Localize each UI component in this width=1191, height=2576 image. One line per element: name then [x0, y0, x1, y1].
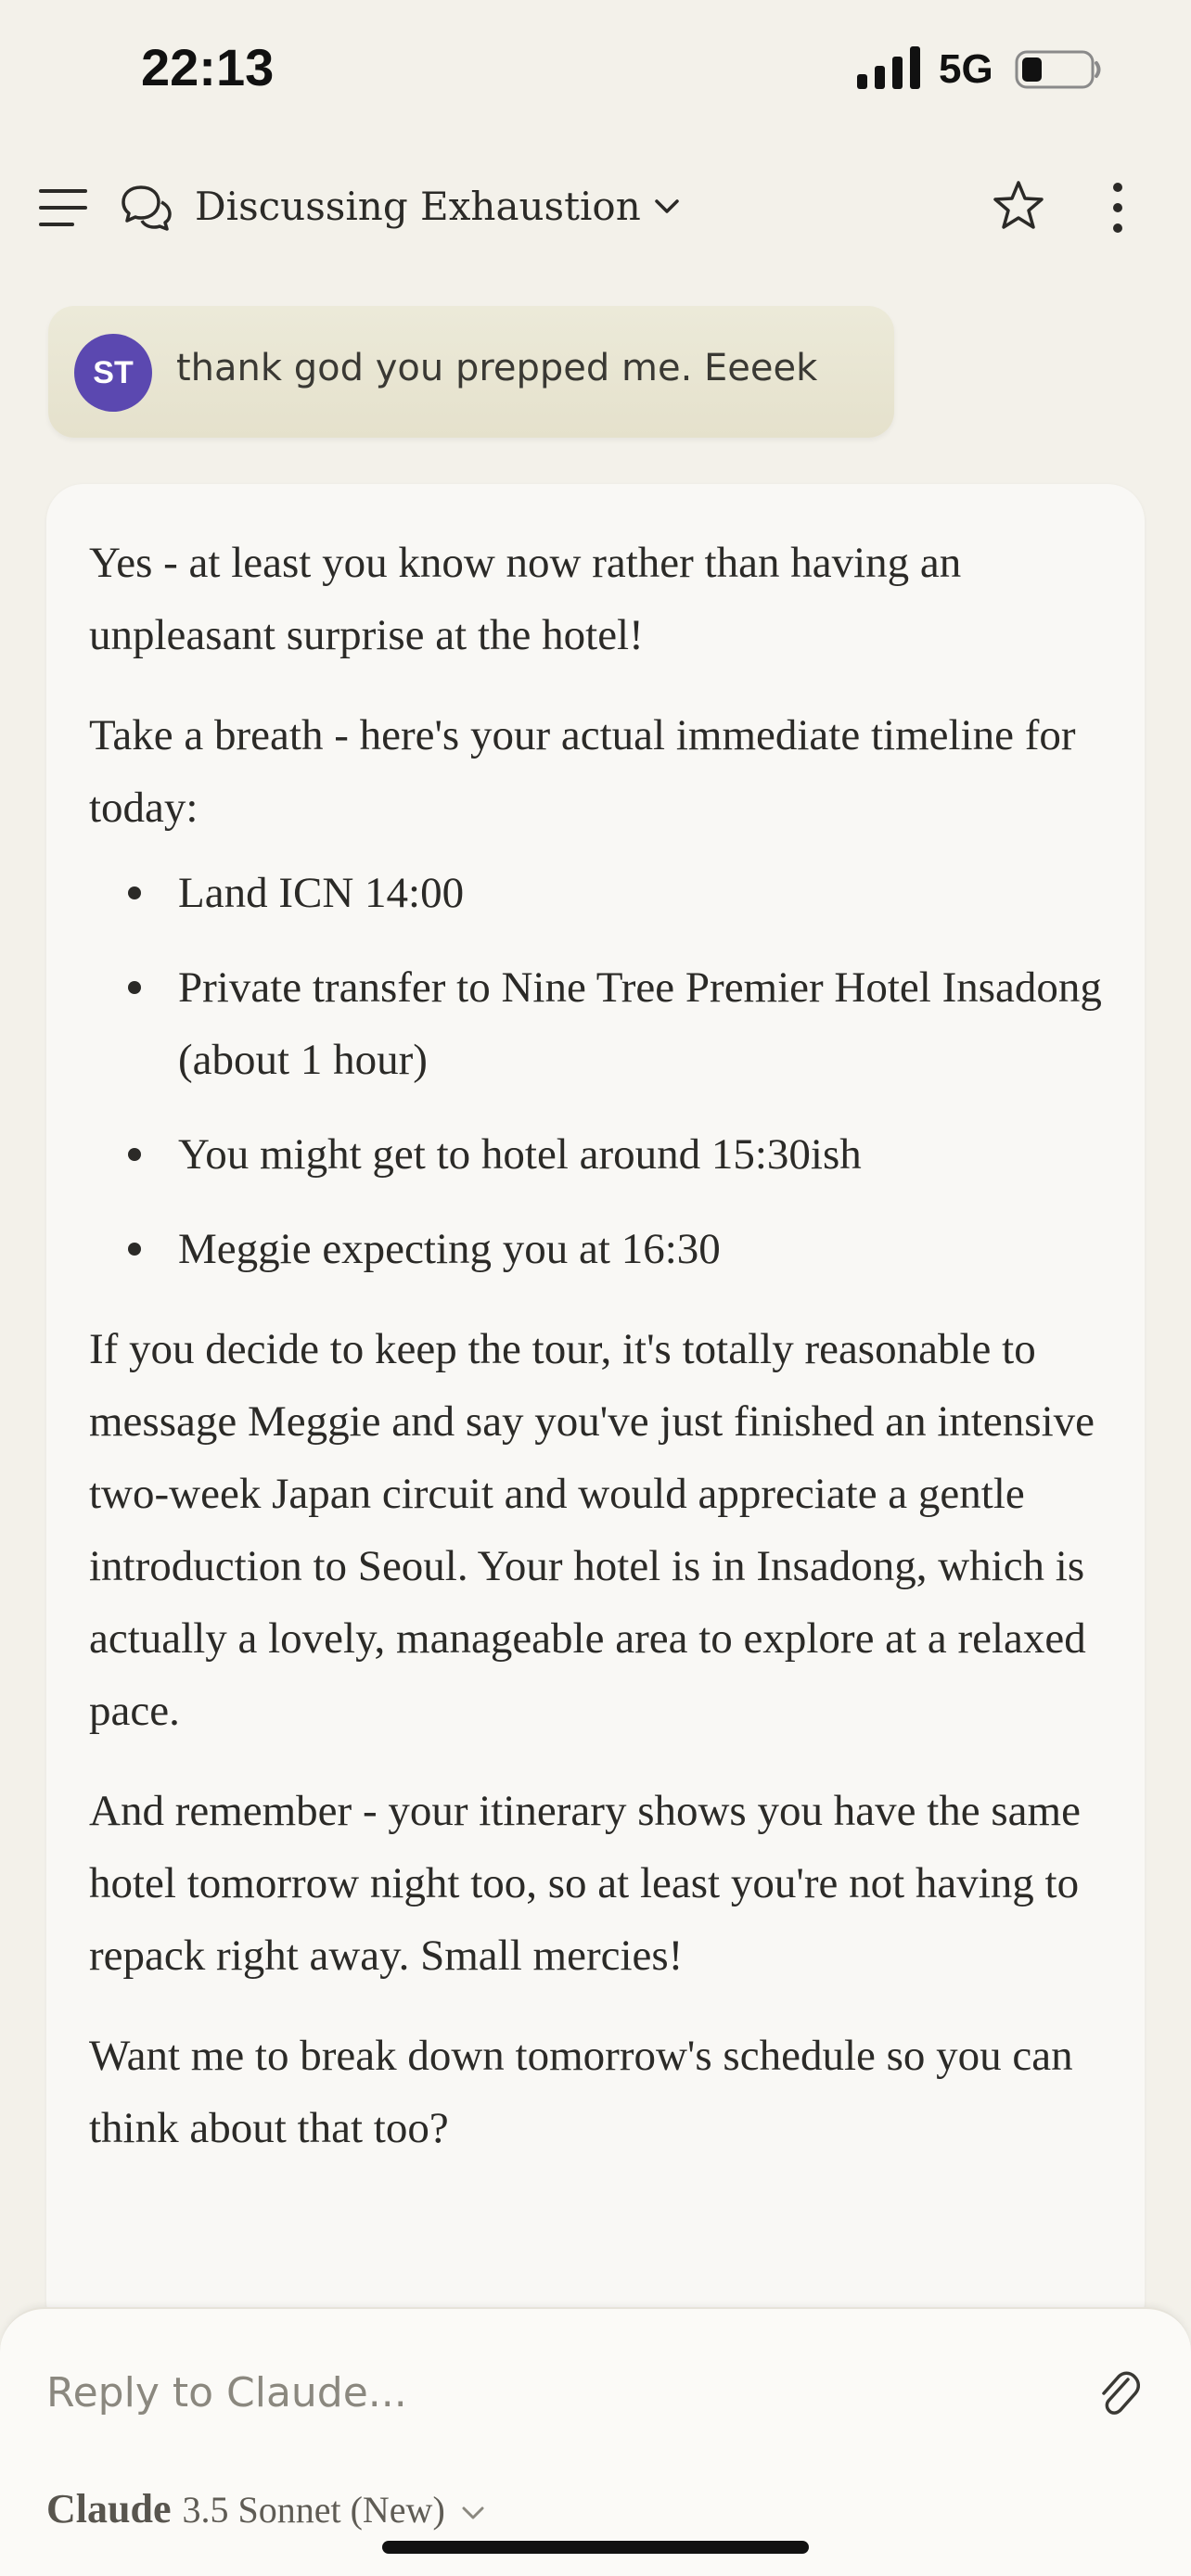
network-type: 5G [939, 46, 993, 92]
list-item: Private transfer to Nine Tree Premier Hotel Insadong (about 1 hour) [89, 951, 1119, 1096]
chevron-down-icon [460, 2504, 486, 2522]
assistant-paragraph: If you decide to keep the tour, it's totally reasonable to message Meggie and say you've just finished an intensive two-week Japan circuit and would appreciate a gentle introduction to Seoul. Your hotel is in Insadong, which is actually a lovely, manageable area to explore at a relaxed pace. [89, 1325, 1095, 1735]
home-indicator [382, 2541, 809, 2554]
assistant-paragraph: Yes - at least you know now rather than having an unpleasant surprise at the hotel! [89, 539, 962, 659]
chat-header [0, 158, 1191, 260]
list-item: Land ICN 14:00 [89, 857, 1119, 929]
star-icon[interactable] [991, 176, 1046, 236]
assistant-message [46, 484, 1145, 2339]
user-message [48, 306, 894, 438]
model-name: 3.5 Sonnet (New) [182, 2489, 445, 2531]
assistant-message-content [89, 527, 1119, 2192]
composer-panel [0, 2307, 1191, 2576]
list-item: You might get to hotel around 15:30ish [89, 1118, 1119, 1191]
cellular-signal-icon [857, 46, 920, 89]
vertical-ellipsis-icon[interactable] [1095, 176, 1141, 239]
reply-input[interactable] [46, 2355, 1048, 2429]
avatar: ST [74, 334, 152, 412]
user-message-text: thank god you prepped me. Eeeek [176, 347, 818, 389]
status-bar [0, 0, 1191, 139]
hamburger-menu-icon[interactable] [37, 182, 89, 234]
conversation-title[interactable] [195, 184, 680, 229]
chat-bubbles-icon [121, 180, 173, 236]
assistant-paragraph: And remember - your itinerary shows you have the same hotel tomorrow night too, so at least you're not having to repack right away. Small mercies! [89, 1787, 1081, 1980]
model-brand: Claude [46, 2486, 172, 2531]
conversation-title-text: Discussing Exhaustion [195, 184, 641, 229]
assistant-paragraph: Want me to break down tomorrow's schedule so you can think about that too? [89, 2032, 1073, 2152]
chevron-down-icon [654, 198, 680, 215]
battery-icon [1015, 50, 1102, 89]
status-time: 22:13 [141, 38, 275, 96]
paperclip-icon[interactable] [1096, 2366, 1141, 2418]
assistant-paragraph: Take a breath - here's your actual immediate timeline for today: [89, 711, 1076, 832]
timeline-list [89, 857, 1119, 1285]
model-selector[interactable] [46, 2485, 486, 2532]
list-item: Meggie expecting you at 16:30 [89, 1213, 1119, 1285]
